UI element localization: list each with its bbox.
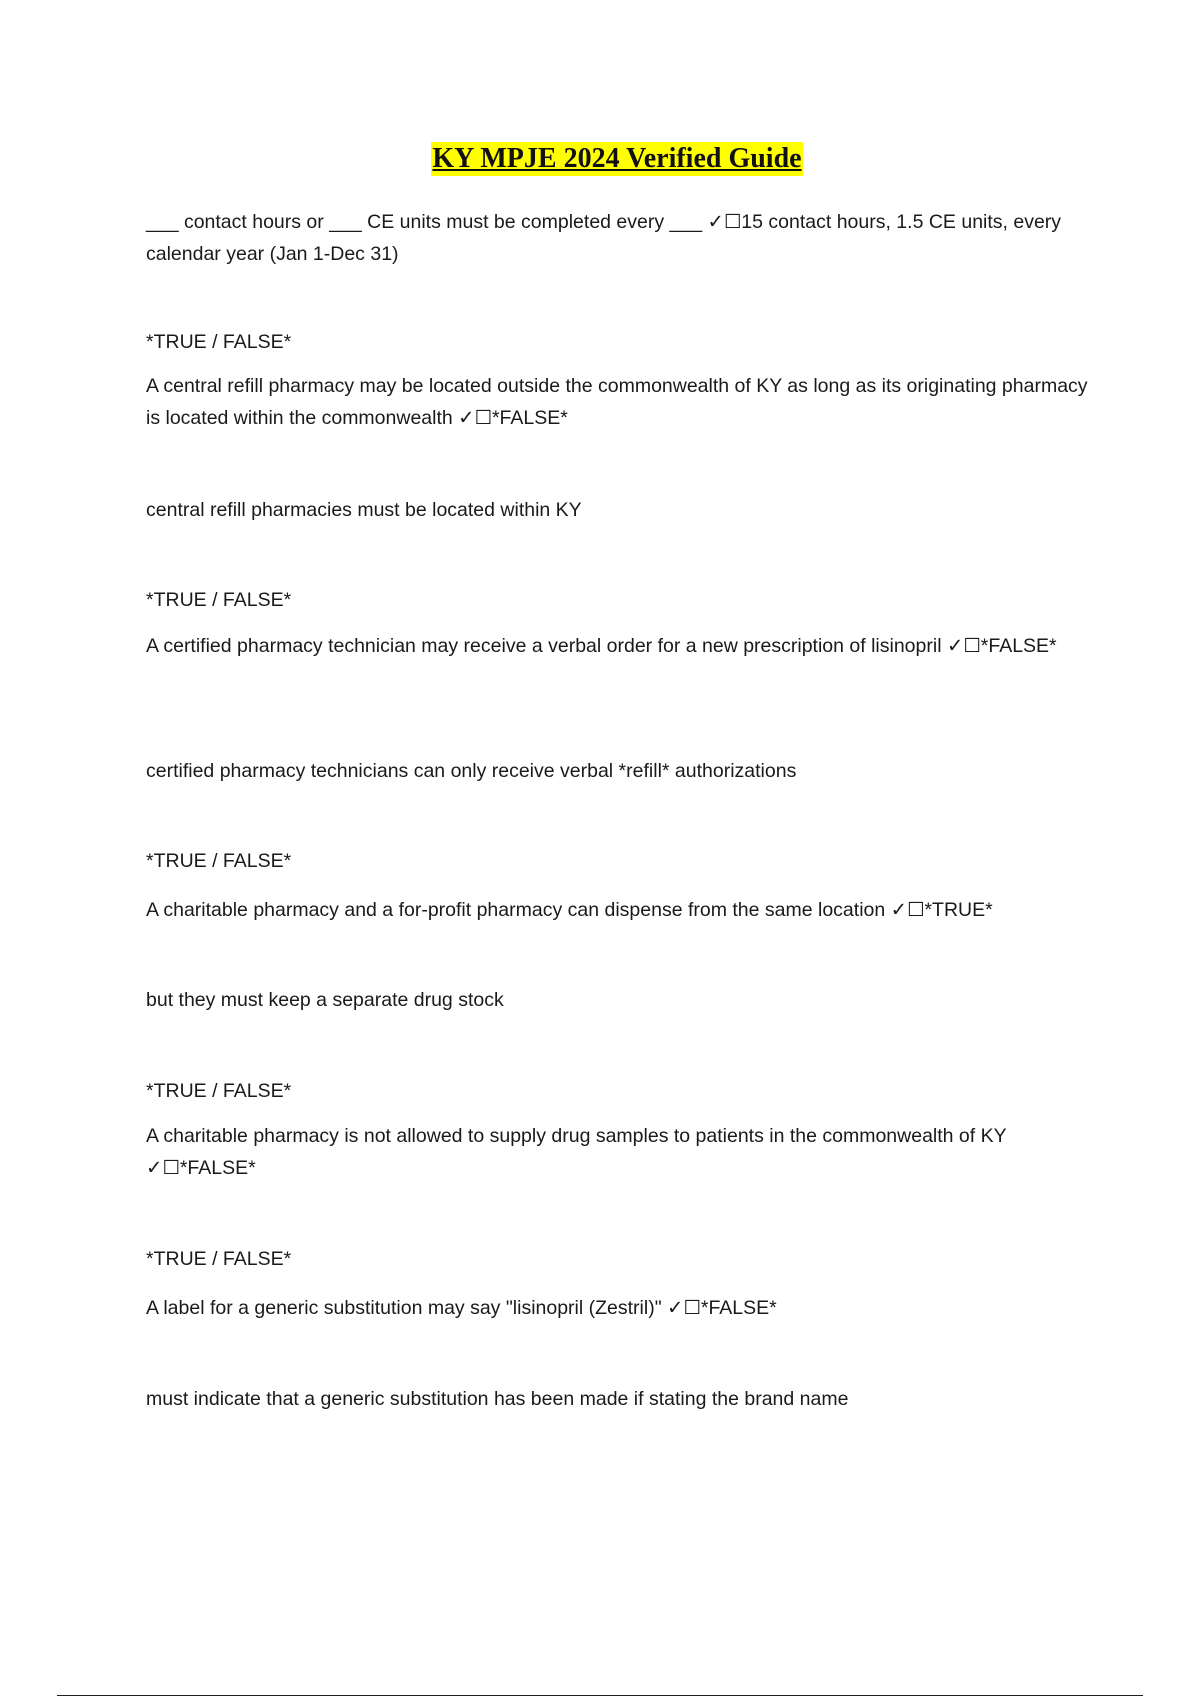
- question-charitable-same-location: A charitable pharmacy and a for-profit pharmacy can dispense from the same location ✓☐*TRUE*: [146, 899, 993, 921]
- question-central-refill: A central refill pharmacy may be located outside the commonwealth of KY as long as its originating pharmacy is located within the commonwealth ✓☐*FALSE*: [146, 375, 1088, 429]
- true-false-label: *TRUE / FALSE*: [146, 331, 292, 353]
- question-generic-label: A label for a generic substitution may say "lisinopril (Zestril)" ✓☐*FALSE*: [146, 1297, 777, 1319]
- document-title: KY MPJE 2024 Verified Guide: [432, 143, 802, 174]
- question-charitable-samples: A charitable pharmacy is not allowed to supply drug samples to patients in the commonwealth of KY ✓☐*FALSE*: [146, 1125, 1007, 1179]
- explanation-generic-label: must indicate that a generic substitution has been made if stating the brand name: [146, 1388, 849, 1410]
- explanation-technician-verbal-order: certified pharmacy technicians can only receive verbal *refill* authorizations: [146, 760, 797, 782]
- question-technician-verbal-order: A certified pharmacy technician may receive a verbal order for a new prescription of lisinopril ✓☐*FALSE*: [146, 635, 1057, 657]
- true-false-label: *TRUE / FALSE*: [146, 850, 292, 872]
- title-container: [0, 142, 1200, 176]
- true-false-label: *TRUE / FALSE*: [146, 589, 292, 611]
- explanation-central-refill: central refill pharmacies must be located within KY: [146, 499, 582, 521]
- footer-divider: [57, 1695, 1143, 1696]
- true-false-label: *TRUE / FALSE*: [146, 1248, 292, 1270]
- true-false-label: *TRUE / FALSE*: [146, 1080, 292, 1102]
- explanation-charitable-same-location: but they must keep a separate drug stock: [146, 989, 504, 1011]
- question-ce-hours: ___ contact hours or ___ CE units must be completed every ___ ✓☐15 contact hours, 1.5 CE units, every calendar year (Jan 1-Dec 31): [146, 211, 1062, 265]
